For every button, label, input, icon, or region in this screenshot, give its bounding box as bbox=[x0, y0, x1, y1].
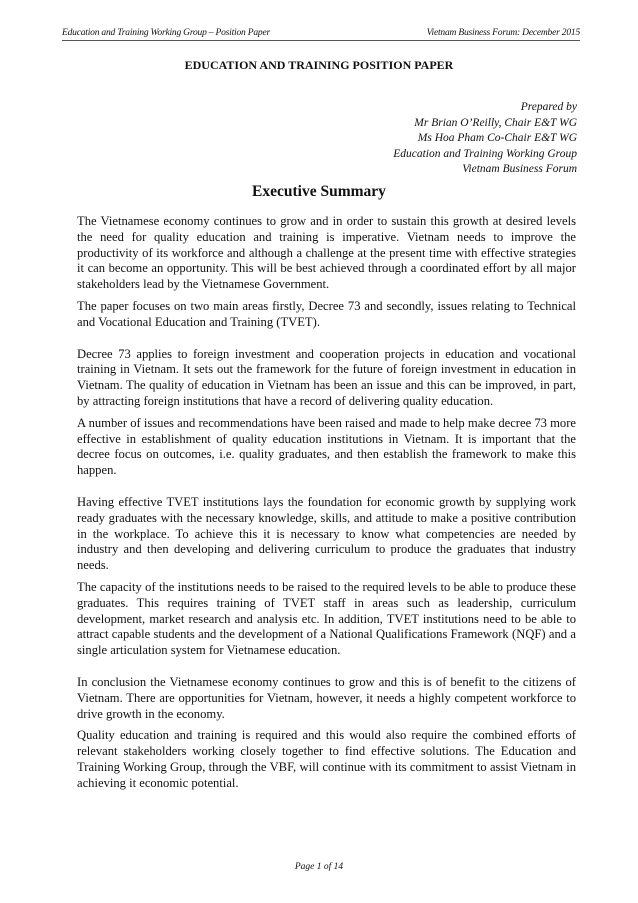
prepared-by-block bbox=[393, 100, 577, 178]
paragraph: Quality education and training is required and this would also require the combined efforts of relevant stakeholders working closely together to find effective solutions. The Education and Training Working Group, through the VBF, will continue with its commitment to assist Vietnam in achieving it economic potential. bbox=[77, 728, 576, 790]
paragraph: The Vietnamese economy continues to grow and in order to sustain this growth at desired levels the need for quality education and training is imperative. Vietnam needs to improve the productivity of its workforce and although a challenge at the present time with effective strategies it can become an opportunity. This will be best achieved through a coordinated effort by all major stakeholders lead by the Vietnamese Government. bbox=[77, 214, 576, 292]
author-chair: Mr Brian O’Reilly, Chair E&T WG bbox=[414, 116, 577, 129]
author-co-chair: Ms Hoa Pham Co-Chair E&T WG bbox=[417, 132, 577, 145]
page-number: Page 1 of 14 bbox=[294, 862, 344, 872]
author-org: Vietnam Business Forum bbox=[462, 163, 577, 176]
header-left: Education and Training Working Group – Position Paper bbox=[62, 28, 270, 38]
document-body bbox=[77, 214, 576, 798]
paragraph: A number of issues and recommendations have been raised and made to help make decree 73 more effective in establishment of quality education institutions in Vietnam. It is important that the decree focus on outcomes, i.e. quality graduates, and then establish the framework to make this happen. bbox=[77, 415, 576, 478]
author-group: Education and Training Working Group bbox=[393, 147, 577, 160]
running-header bbox=[62, 28, 580, 41]
paragraph: Having effective TVET institutions lays the foundation for economic growth by supplying work ready graduates with the necessary knowledge, skills, and attitude to make a positive contribution in the workplace. To achieve this it is necessary to know what competencies are needed by industry and then developing and delivering curriculum to produce the graduates that industry needs. bbox=[77, 494, 576, 573]
paragraph: In conclusion the Vietnamese economy continues to grow and this is of benefit to the citizens of Vietnam. There are opportunities for Vietnam, however, it needs a highly competent workforce to drive growth in the economy. bbox=[77, 674, 576, 721]
paragraph: The capacity of the institutions needs to be raised to the required levels to be able to produce these graduates. This requires training of TVET staff in areas such as leadership, curriculum development, market research and analysis etc. In addition, TVET institutions need to be able to attract capable students and the development of a National Qualifications Framework (NQF) and a single articulation system for Vietnamese education. bbox=[77, 579, 576, 658]
paragraph: The paper focuses on two main areas firstly, Decree 73 and secondly, issues relating to Technical and Vocational Education and Training (TVET). bbox=[77, 298, 576, 329]
prepared-by-label: Prepared by bbox=[520, 101, 577, 113]
header-right: Vietnam Business Forum: December 2015 bbox=[426, 28, 580, 38]
section-heading: Executive Summary bbox=[252, 183, 386, 200]
paragraph: Decree 73 applies to foreign investment and cooperation projects in education and vocational training in Vietnam. It sets out the framework for the future of foreign investment in education in Vietnam. The quality of education in Vietnam has been an issue and this can be improved, in part, by attracting foreign institutions that have a record of delivering quality education. bbox=[77, 346, 576, 408]
document-title: EDUCATION AND TRAINING POSITION PAPER bbox=[184, 58, 454, 72]
